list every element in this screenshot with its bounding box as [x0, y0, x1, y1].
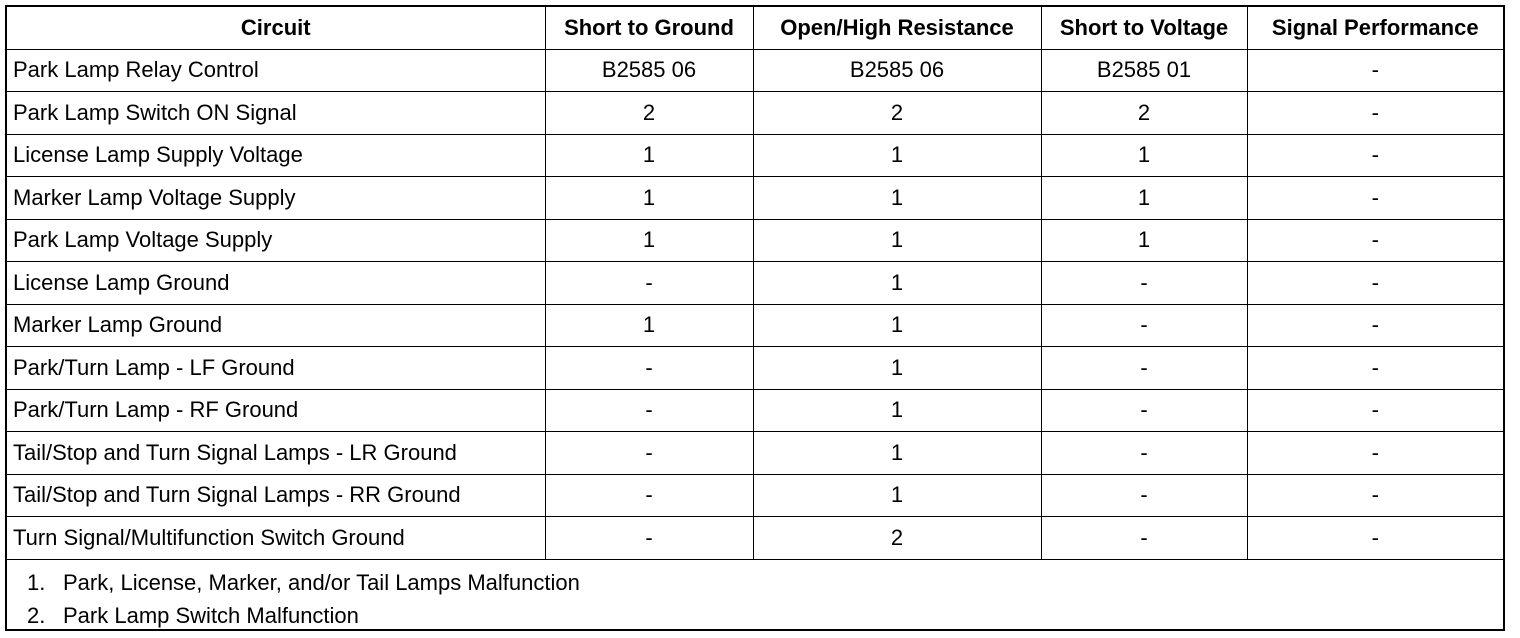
- cell-open-high-resistance: 1: [753, 389, 1041, 432]
- table-row: [7, 347, 1503, 390]
- header-short-to-ground: Short to Ground: [545, 7, 753, 49]
- cell-short-to-voltage: -: [1041, 432, 1247, 475]
- cell-circuit: Tail/Stop and Turn Signal Lamps - LR Ground: [7, 432, 545, 475]
- table-row: [7, 474, 1503, 517]
- cell-circuit: License Lamp Supply Voltage: [7, 134, 545, 177]
- cell-short-to-ground: 1: [545, 134, 753, 177]
- cell-circuit: Park/Turn Lamp - RF Ground: [7, 389, 545, 432]
- cell-open-high-resistance: 1: [753, 262, 1041, 305]
- table-row: [7, 432, 1503, 475]
- cell-short-to-ground: -: [545, 517, 753, 560]
- cell-circuit: Tail/Stop and Turn Signal Lamps - RR Ground: [7, 474, 545, 517]
- cell-signal-performance: -: [1247, 304, 1503, 347]
- cell-short-to-voltage: 1: [1041, 134, 1247, 177]
- cell-circuit: Turn Signal/Multifunction Switch Ground: [7, 517, 545, 560]
- cell-signal-performance: -: [1247, 219, 1503, 262]
- cell-short-to-voltage: -: [1041, 262, 1247, 305]
- footnote-number: 1.: [27, 569, 46, 595]
- cell-open-high-resistance: B2585 06: [753, 49, 1041, 92]
- header-short-to-voltage: Short to Voltage: [1041, 7, 1247, 49]
- cell-short-to-ground: 1: [545, 177, 753, 220]
- footnote-1: [27, 566, 1503, 599]
- cell-signal-performance: -: [1247, 389, 1503, 432]
- cell-signal-performance: -: [1247, 134, 1503, 177]
- diagnostic-table-container: [5, 5, 1505, 631]
- footnote-2: [27, 599, 1503, 632]
- cell-short-to-ground: 2: [545, 92, 753, 135]
- cell-short-to-ground: -: [545, 389, 753, 432]
- cell-open-high-resistance: 1: [753, 219, 1041, 262]
- cell-open-high-resistance: 2: [753, 517, 1041, 560]
- footnote-text: Park Lamp Switch Malfunction: [63, 602, 359, 628]
- cell-signal-performance: -: [1247, 177, 1503, 220]
- cell-circuit: License Lamp Ground: [7, 262, 545, 305]
- cell-signal-performance: -: [1247, 49, 1503, 92]
- cell-signal-performance: -: [1247, 262, 1503, 305]
- cell-open-high-resistance: 1: [753, 134, 1041, 177]
- header-open-high-resistance: Open/High Resistance: [753, 7, 1041, 49]
- table-row: [7, 219, 1503, 262]
- cell-short-to-voltage: -: [1041, 304, 1247, 347]
- cell-open-high-resistance: 1: [753, 177, 1041, 220]
- cell-short-to-voltage: 1: [1041, 177, 1247, 220]
- cell-short-to-voltage: 1: [1041, 219, 1247, 262]
- cell-open-high-resistance: 1: [753, 474, 1041, 517]
- cell-circuit: Marker Lamp Ground: [7, 304, 545, 347]
- table-row: [7, 517, 1503, 560]
- footnote-number: 2.: [27, 602, 46, 628]
- cell-short-to-ground: 1: [545, 304, 753, 347]
- header-signal-performance: Signal Performance: [1247, 7, 1503, 49]
- cell-circuit: Park Lamp Switch ON Signal: [7, 92, 545, 135]
- cell-signal-performance: -: [1247, 517, 1503, 560]
- header-row: [7, 7, 1503, 49]
- cell-short-to-ground: -: [545, 432, 753, 475]
- cell-open-high-resistance: 1: [753, 347, 1041, 390]
- cell-short-to-ground: -: [545, 262, 753, 305]
- cell-open-high-resistance: 2: [753, 92, 1041, 135]
- cell-short-to-ground: 1: [545, 219, 753, 262]
- footnote-text: Park, License, Marker, and/or Tail Lamps Malfunction: [63, 569, 580, 595]
- cell-short-to-ground: -: [545, 474, 753, 517]
- table-row: [7, 92, 1503, 135]
- table-row: [7, 389, 1503, 432]
- cell-signal-performance: -: [1247, 474, 1503, 517]
- cell-short-to-ground: -: [545, 347, 753, 390]
- table-row: [7, 134, 1503, 177]
- table-body: [7, 49, 1503, 559]
- cell-signal-performance: -: [1247, 347, 1503, 390]
- header-circuit: Circuit: [7, 7, 545, 49]
- cell-signal-performance: -: [1247, 92, 1503, 135]
- cell-signal-performance: -: [1247, 432, 1503, 475]
- cell-circuit: Park Lamp Voltage Supply: [7, 219, 545, 262]
- cell-short-to-voltage: -: [1041, 517, 1247, 560]
- table-row: [7, 304, 1503, 347]
- cell-short-to-voltage: B2585 01: [1041, 49, 1247, 92]
- cell-open-high-resistance: 1: [753, 304, 1041, 347]
- circuit-fault-table: [7, 7, 1503, 560]
- cell-circuit: Park Lamp Relay Control: [7, 49, 545, 92]
- table-row: [7, 49, 1503, 92]
- cell-short-to-voltage: -: [1041, 474, 1247, 517]
- cell-circuit: Marker Lamp Voltage Supply: [7, 177, 545, 220]
- cell-short-to-voltage: 2: [1041, 92, 1247, 135]
- table-row: [7, 262, 1503, 305]
- footnotes: [7, 560, 1503, 632]
- cell-circuit: Park/Turn Lamp - LF Ground: [7, 347, 545, 390]
- cell-short-to-voltage: -: [1041, 347, 1247, 390]
- cell-short-to-voltage: -: [1041, 389, 1247, 432]
- cell-open-high-resistance: 1: [753, 432, 1041, 475]
- cell-short-to-ground: B2585 06: [545, 49, 753, 92]
- table-row: [7, 177, 1503, 220]
